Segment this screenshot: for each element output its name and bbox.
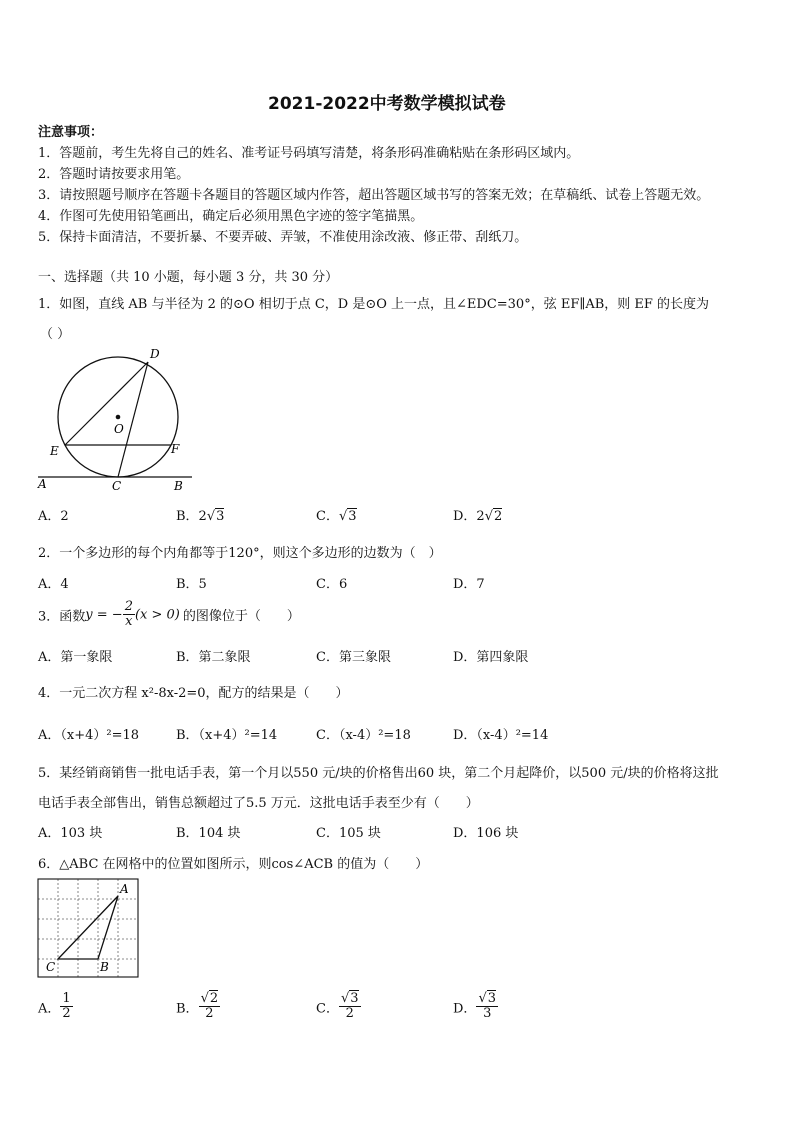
question-5-stem: 5．某经销商销售一批电话手表，第一个月以550 元/块的价格售出60 块，第二个月起降价，以500 元/块的价格将这批 <box>38 766 719 781</box>
question-3-option-b: B．第二象限 <box>176 650 251 665</box>
notice-item-5: 5．保持卡面清洁，不要折暴、不要弄破、弄皱，不准使用涂改液、修正带、刮纸刀。 <box>38 230 528 245</box>
question-3-option-d: D．第四象限 <box>453 650 529 665</box>
notice-item-3: 3．请按照题号顺序在答题卡各题目的答题区域内作答，超出答题区域书写的答案无效；在草稿纸、试卷上答题无效。 <box>38 188 710 203</box>
circle-tangent-figure <box>30 342 200 492</box>
chord-ed <box>65 362 148 445</box>
label-c: C <box>112 479 122 492</box>
center-point <box>116 415 121 420</box>
label-b: B <box>100 960 109 974</box>
triangle-abc <box>58 896 118 959</box>
page-title: 2021-2022中考数学模拟试卷 <box>268 94 506 114</box>
question-5-option-d: D．106 块 <box>453 826 519 841</box>
section-heading: 一、选择题（共 10 小题，每小题 3 分，共 30 分） <box>38 270 339 285</box>
question-6-stem: 6．△ABC 在网格中的位置如图所示，则cos∠ACB 的值为（ ） <box>38 857 429 872</box>
question-6-option-a: A． $\frac{1}{2}$ <box>38 991 71 1022</box>
question-4-option-d: D．（x-4）²=14 <box>453 728 549 743</box>
question-6-option-c: C． $\frac{√3}{2}$ <box>316 991 359 1022</box>
label-o: O <box>114 422 124 436</box>
question-5-stem-cont: 电话手表全部售出，销售总额超过了5.5 万元．这批电话手表至少有（ ） <box>38 796 479 811</box>
grid-triangle-figure <box>36 876 142 980</box>
question-1-option-d: D．2√2 <box>453 509 503 524</box>
question-2-option-b: B．5 <box>176 577 207 592</box>
question-4-option-a: A．（x+4）²=18 <box>38 728 140 743</box>
label-e: E <box>50 444 59 458</box>
label-d: D <box>150 347 160 361</box>
question-2-option-c: C．6 <box>316 577 348 592</box>
label-f: F <box>171 442 180 456</box>
question-1-stem-end: （ ） <box>40 327 71 342</box>
question-2-option-d: D．7 <box>453 577 485 592</box>
chord-dc <box>118 362 148 477</box>
question-1-option-b: B．2√3 <box>176 509 225 524</box>
question-5-option-a: A．103 块 <box>38 826 103 841</box>
question-1-option-a: A．2 <box>38 509 69 524</box>
question-3-stem: 3．函数y = − $\frac{2}{x}$ (x > 0) 的图像位于（ ） <box>38 599 300 630</box>
question-6-option-b: B． $\frac{√2}{2}$ <box>176 991 219 1022</box>
question-3-option-a: A．第一象限 <box>38 650 113 665</box>
label-b: B <box>174 479 183 492</box>
notice-heading: 注意事项： <box>38 125 104 140</box>
question-1-stem: 1．如图，直线 AB 与半径为 2 的⊙O 相切于点 C，D 是⊙O 上一点，且∠EDC=30°，弦 EF∥AB，则 EF 的长度为 <box>38 297 710 312</box>
question-6-option-d: D． $\frac{√3}{3}$ <box>453 991 497 1022</box>
question-3-option-c: C．第三象限 <box>316 650 391 665</box>
question-5-option-c: C．105 块 <box>316 826 381 841</box>
notice-item-1: 1．答题前，考生先将自己的姓名、准考证号码填写清楚，将条形码准确粘贴在条形码区域内。 <box>38 146 580 161</box>
question-5-option-b: B．104 块 <box>176 826 241 841</box>
label-a: A <box>120 882 129 896</box>
label-a: A <box>38 477 47 491</box>
question-2-option-a: A．4 <box>38 577 69 592</box>
question-4-option-c: C．（x-4）²=18 <box>316 728 411 743</box>
notice-item-2: 2．答题时请按要求用笔。 <box>38 167 190 182</box>
question-4-stem: 4．一元二次方程 x²-8x-2=0，配方的结果是（ ） <box>38 686 349 701</box>
notice-item-4: 4．作图可先使用铅笔画出，确定后必须用黑色字迹的签字笔描黑。 <box>38 209 424 224</box>
question-4-option-b: B．（x+4）²=14 <box>176 728 278 743</box>
label-c: C <box>46 960 56 974</box>
question-1-option-c: C．√3 <box>316 509 357 524</box>
question-2-stem: 2．一个多边形的每个内角都等于120°，则这个多边形的边数为（ ） <box>38 546 442 561</box>
